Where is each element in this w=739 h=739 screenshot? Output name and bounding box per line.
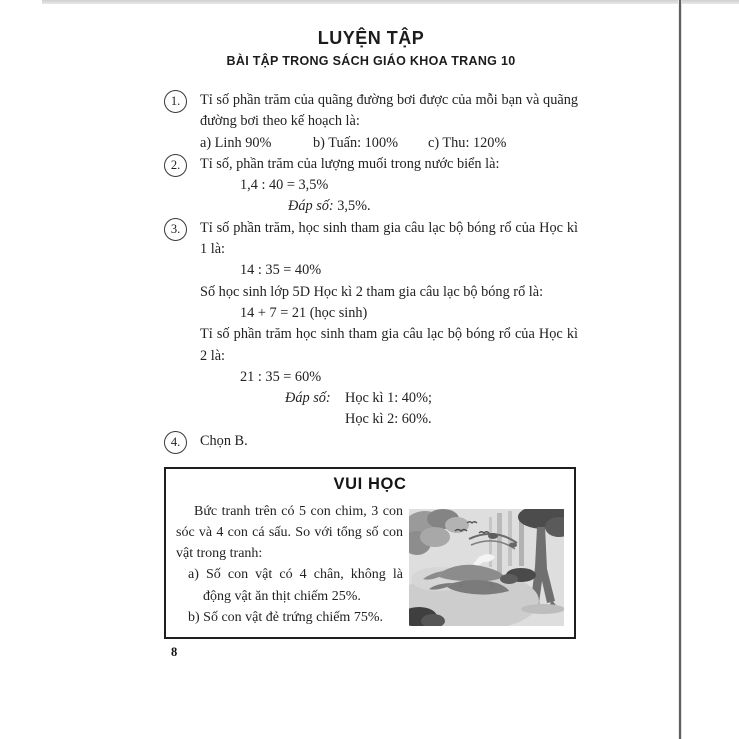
answer-label: Đáp số: [285,390,331,407]
problem-1 [164,90,578,154]
vui-hoc-item-b: b) Số con vật đẻ trứng chiếm 75%. [188,609,383,625]
answer-linh: a) Linh 90% [200,134,272,151]
problem-3-text-2: Số học sinh lớp 5D Học kì 2 tham gia câu lạc bộ bóng rổ là: [200,283,544,300]
page-content [164,28,578,639]
page-number: 8 [171,645,178,659]
problem-3-text-1: Tỉ số phần trăm, học sinh tham gia câu lạc bộ bóng rổ của Học kì 1 là: [200,219,578,258]
problem-3-formula-1: 14 : 35 = 40% [240,262,322,279]
page-right-edge-shadow [679,0,681,739]
problem-1-number-badge: 1. [164,90,187,113]
page-title: LUYỆN TẬP [317,28,425,48]
problem-3-number-badge: 3. [164,218,187,241]
problem-2-number-badge: 2. [164,154,187,177]
forest-illustration [409,509,564,626]
problem-3-formula-2: 14 + 7 = 21 (học sinh) [240,304,368,321]
vui-hoc-title: VUI HỌC [333,474,407,493]
page-top-edge-shadow [42,0,739,4]
solutions-list [164,90,578,454]
answer-tuan: b) Tuấn: 100% [313,134,398,151]
problem-2 [164,154,578,218]
problem-2-text: Tỉ số, phần trăm của lượng muối trong nước biển là: [200,155,500,172]
problem-4-number-badge: 4. [164,431,187,454]
vui-hoc-box [164,467,576,639]
page-subtitle: BÀI TẬP TRONG SÁCH GIÁO KHOA TRANG 10 [226,54,516,68]
problem-3 [164,218,578,431]
problem-3-text-3: Tỉ số phần trăm học sinh tham gia câu lạc bộ bóng rổ của Học kì 2 là: [200,326,578,364]
problem-2-answer: Đáp số: 3,5%. [288,198,371,215]
answer-thu: c) Thu: 120% [428,134,507,151]
problem-3-formula-3: 21 : 35 = 60% [240,368,322,385]
problem-4 [164,431,578,454]
problem-1-answers [200,133,578,154]
vui-hoc-intro: Bức tranh trên có 5 con chim, 3 con sóc và 4 con cá sấu. So với tổng số con vật trong tranh: [176,503,403,562]
problem-2-formula: 1,4 : 40 = 3,5% [240,177,329,194]
answer-hk2: Học kì 2: 60%. [345,411,432,428]
answer-hk1: Học kì 1: 40%; [345,390,432,407]
vui-hoc-item-a: a) Số con vật có 4 chân, không là động vật ăn thịt chiếm 25%. [188,567,403,604]
problem-4-text: Chọn B. [200,432,248,449]
problem-3-answers [285,388,578,431]
problem-1-text: Tỉ số phần trăm của quãng đường bơi được của mỗi bạn và quãng đường bơi theo kế hoạch là: [200,92,578,130]
